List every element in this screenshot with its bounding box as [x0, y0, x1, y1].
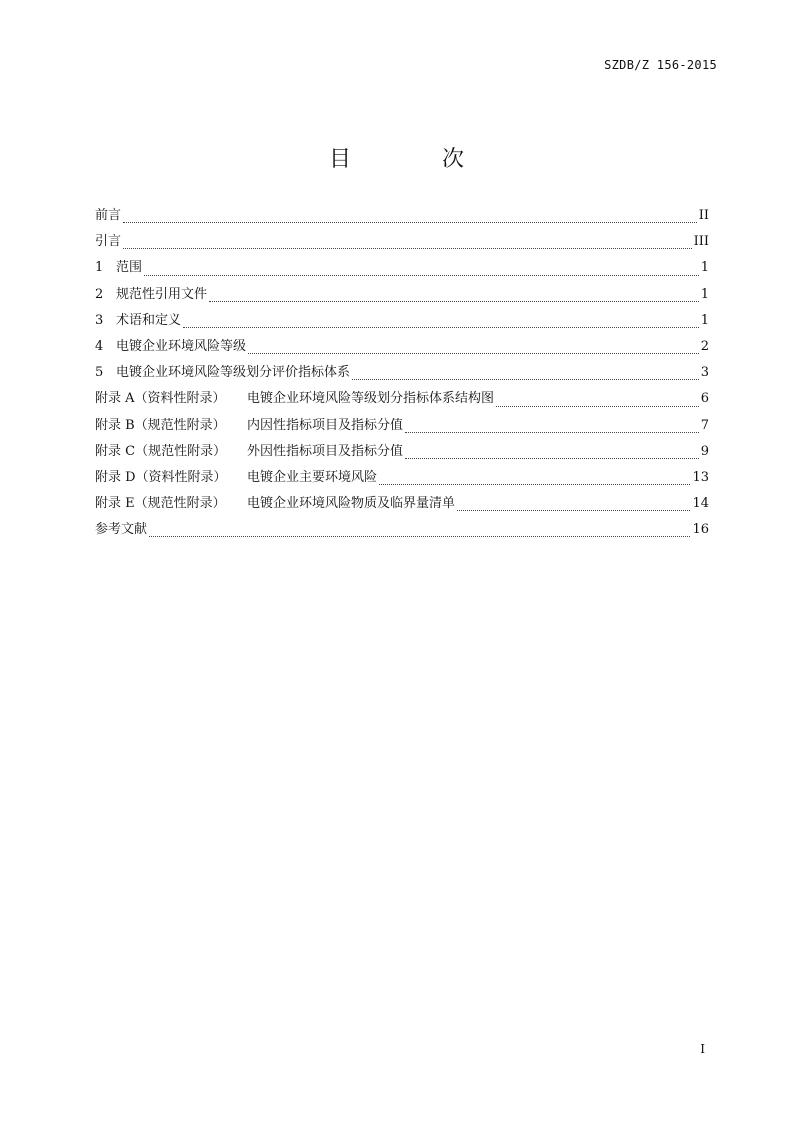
toc-entry-number: 3: [95, 312, 104, 328]
toc-entry-page: 7: [700, 417, 709, 433]
dot-leader: [379, 483, 690, 485]
table-of-contents: [95, 206, 709, 546]
dot-leader: [352, 378, 699, 380]
dot-leader: [248, 352, 699, 354]
toc-entry-label: 前言: [95, 208, 122, 223]
toc-entry-page: 1: [700, 286, 709, 302]
dot-leader: [405, 431, 699, 433]
toc-entry-label: 电镀企业主要环境风险: [247, 469, 378, 485]
toc-entry[interactable]: [95, 416, 709, 442]
toc-entry-annex-prefix: 附录 C（规范性附录）: [95, 443, 227, 459]
toc-entry[interactable]: [95, 337, 709, 363]
toc-entry-number: 5: [95, 365, 104, 381]
toc-entry[interactable]: [95, 442, 709, 468]
toc-entry[interactable]: [95, 363, 709, 389]
toc-entry-annex-prefix: 附录 E（规范性附录）: [95, 496, 226, 512]
toc-entry-label: 参考文献: [95, 522, 148, 538]
toc-entry-label: 范围: [116, 260, 143, 276]
toc-entry-page: 13: [692, 469, 709, 485]
dot-leader: [123, 247, 692, 249]
toc-entry[interactable]: [95, 258, 709, 284]
toc-entry[interactable]: [95, 468, 709, 494]
toc-entry-label: 术语和定义: [116, 312, 182, 328]
toc-entry-label: 电镀企业环境风险等级划分指标体系结构图: [247, 391, 495, 407]
toc-entry-page: 16: [692, 522, 709, 538]
toc-entry-number: 1: [95, 260, 104, 276]
toc-entry-page: 14: [692, 496, 709, 512]
toc-entry-page: II: [698, 208, 709, 223]
document-code: SZDB/Z 156-2015: [604, 58, 717, 72]
toc-entry-page: 3: [700, 365, 709, 381]
toc-entry-page: 1: [700, 312, 709, 328]
toc-entry[interactable]: [95, 520, 709, 546]
dot-leader: [144, 274, 699, 276]
toc-entry-annex-prefix: 附录 A（资料性附录）: [95, 391, 226, 407]
toc-entry[interactable]: [95, 285, 709, 311]
toc-entry-number: 2: [95, 286, 104, 302]
toc-entry-page: 6: [700, 391, 709, 407]
toc-entry-page: 2: [700, 338, 709, 354]
toc-entry[interactable]: [95, 311, 709, 337]
toc-entry-label: 规范性引用文件: [116, 286, 208, 302]
dot-leader: [405, 457, 699, 459]
toc-entry-label: 外因性指标项目及指标分值: [247, 443, 404, 459]
toc-entry-label: 电镀企业环境风险物质及临界量清单: [247, 496, 456, 512]
toc-entry-label: 电镀企业环境风险等级划分评价指标体系: [116, 365, 351, 381]
toc-entry-annex-prefix: 附录 B（规范性附录）: [95, 417, 226, 433]
toc-entry[interactable]: [95, 389, 709, 415]
toc-entry-page: 9: [700, 443, 709, 459]
dot-leader: [183, 326, 699, 328]
toc-entry[interactable]: [95, 206, 709, 232]
toc-entry[interactable]: [95, 232, 709, 258]
toc-entry-label: 内因性指标项目及指标分值: [247, 417, 404, 433]
page-number: I: [700, 1042, 705, 1056]
toc-entry-page: 1: [700, 260, 709, 276]
toc-entry-label: 引言: [95, 234, 122, 250]
toc-title: 目 次: [329, 147, 506, 172]
dot-leader: [496, 405, 699, 407]
dot-leader: [123, 221, 697, 223]
dot-leader: [457, 509, 690, 511]
dot-leader: [149, 535, 690, 537]
toc-entry-number: 4: [95, 338, 104, 354]
toc-entry-annex-prefix: 附录 D（资料性附录）: [95, 469, 227, 485]
toc-entry-page: III: [693, 234, 709, 250]
toc-entry-label: 电镀企业环境风险等级: [116, 338, 247, 354]
dot-leader: [209, 300, 699, 302]
toc-entry[interactable]: [95, 494, 709, 520]
